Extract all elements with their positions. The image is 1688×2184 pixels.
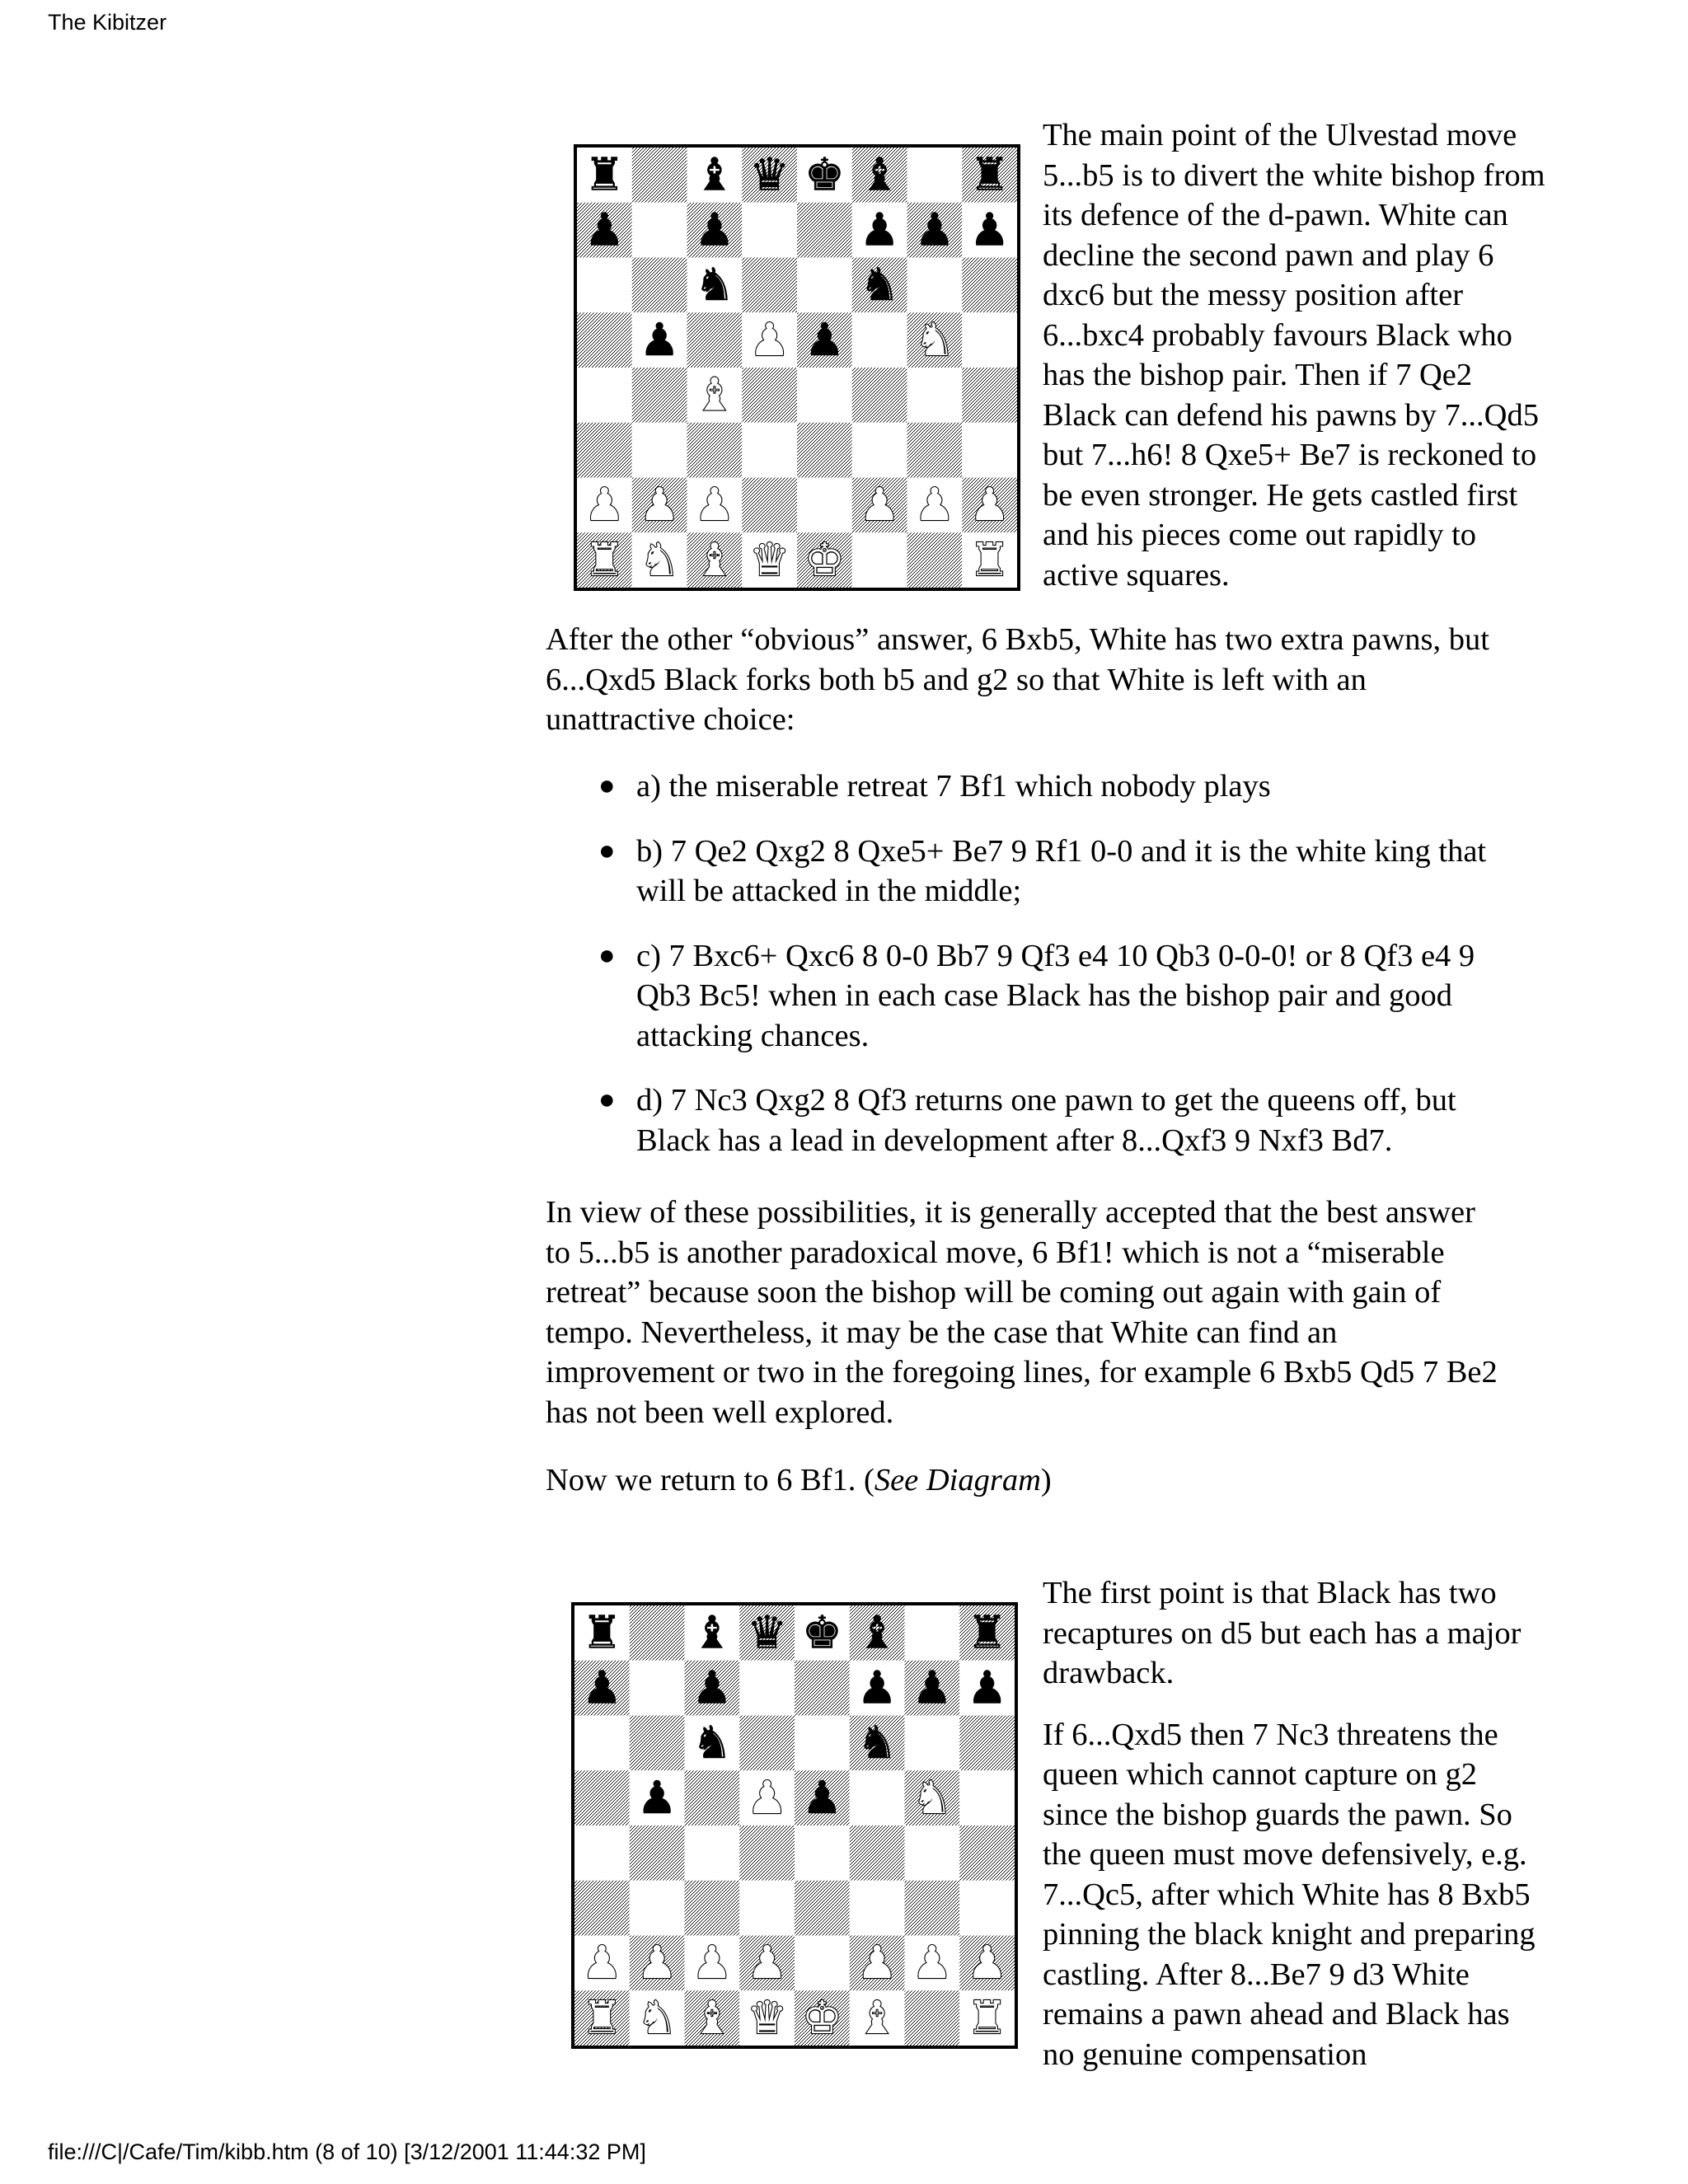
black-pawn-icon: ♟: [912, 1661, 953, 1714]
board-square: [632, 423, 687, 478]
board-square: [687, 312, 743, 368]
board-square: [630, 1825, 685, 1881]
board-square: [962, 368, 1017, 423]
chess-diagram-1: [574, 144, 1020, 591]
black-bishop-icon: ♝: [694, 148, 735, 201]
board-square: [850, 1770, 905, 1825]
text-line: dxc6 but the messy position after: [1043, 278, 1464, 312]
white-pawn-icon: ♟: [581, 1936, 622, 1990]
board-square: [577, 368, 632, 423]
diagram2-caption: [1043, 1573, 1611, 2074]
text-line: unattractive choice:: [546, 702, 795, 737]
board-square: [742, 203, 797, 258]
white-knight-icon: ♞: [636, 1990, 678, 2044]
board-square: [574, 1881, 630, 1936]
board-square: [795, 1825, 850, 1881]
black-pawn-icon: ♟: [859, 203, 900, 256]
text-line: to 5...b5 is another paradoxical move, 6 Bf1! which is not a “miserable: [546, 1235, 1445, 1270]
black-pawn-icon: ♟: [636, 1770, 678, 1824]
white-pawn-icon: ♟: [914, 478, 955, 532]
text-line: Black has a lead in development after 8...Qxf3 9 Nxf3 Bd7.: [636, 1122, 1393, 1158]
board-square: [687, 423, 743, 478]
black-knight-icon: ♞: [692, 1716, 733, 1769]
white-bishop-icon: ♝: [694, 532, 735, 586]
black-rook-icon: ♜: [584, 148, 625, 201]
board-square: [795, 1661, 850, 1716]
black-pawn-icon: ♟: [969, 203, 1010, 256]
text-line: decline the second pawn and play 6: [1043, 237, 1494, 273]
board-square: [907, 258, 963, 313]
board-square: [577, 423, 632, 478]
board-square: [797, 368, 852, 423]
board-square: [959, 1770, 1015, 1825]
board-square: [574, 1716, 630, 1771]
white-queen-icon: ♛: [749, 532, 790, 586]
black-bishop-icon: ♝: [692, 1605, 733, 1659]
black-rook-icon: ♜: [969, 148, 1010, 201]
board-square: [795, 1716, 850, 1771]
text-line: be even stronger. He gets castled first: [1043, 477, 1518, 513]
board-square: [905, 1990, 960, 2046]
white-queen-icon: ♛: [747, 1990, 788, 2044]
text-line: has the bishop pair. Then if 7 Qe2: [1043, 358, 1473, 392]
bullet-icon: ●: [598, 1085, 616, 1115]
text-line: and his pieces come out rapidly to: [1043, 518, 1477, 552]
board-square: [959, 1716, 1015, 1771]
board-square: [907, 148, 963, 203]
text-line: castling. After 8...Be7 9 d3 White: [1043, 1957, 1470, 1992]
text-line: d) 7 Nc3 Qxg2 8 Qf3 returns one pawn to get the queens off, but: [636, 1083, 1456, 1118]
list-item: [546, 936, 1609, 1057]
text-line: c) 7 Bxc6+ Qxc6 8 0-0 Bb7 9 Qf3 e4 10 Qb3 0-0-0! or 8 Qf3 e4 9: [636, 938, 1475, 973]
board-square: [907, 423, 963, 478]
bullet-icon: ●: [598, 835, 616, 866]
white-pawn-icon: ♟: [859, 478, 900, 532]
see-diagram-text: See Diagram: [874, 1463, 1041, 1497]
text-line: drawback.: [1043, 1656, 1175, 1690]
text-line: no genuine compensation: [1043, 2036, 1367, 2072]
board-square: [905, 1881, 960, 1936]
black-pawn-icon: ♟: [584, 203, 625, 256]
board-square: [632, 258, 687, 313]
board-square: [742, 423, 797, 478]
paragraph-qxd5: [1043, 1715, 1611, 2075]
text-line: 5...b5 is to divert the white bishop from: [1043, 157, 1545, 193]
black-pawn-icon: ♟: [694, 203, 735, 256]
black-king-icon: ♚: [801, 1605, 842, 1659]
page-footer-path: file:///C|/Cafe/Tim/kibb.htm (8 of 10) [3/12/2001 11:44:32 PM]: [48, 2139, 646, 2164]
black-pawn-icon: ♟: [967, 1661, 1008, 1714]
board-square: [907, 532, 963, 588]
black-knight-icon: ♞: [694, 258, 735, 312]
text-line: improvement or two in the foregoing lines, for example 6 Bxb5 Qd5 7 Be2: [546, 1355, 1498, 1390]
text-line: remains a pawn ahead and Black has: [1043, 1997, 1510, 2032]
black-queen-icon: ♛: [749, 148, 790, 201]
bullet-icon: ●: [598, 940, 616, 971]
board-square: [905, 1825, 960, 1881]
black-pawn-icon: ♟: [914, 203, 955, 256]
white-pawn-icon: ♟: [747, 1936, 788, 1990]
text-line: will be attacked in the middle;: [636, 874, 1022, 908]
board-square: [630, 1605, 685, 1661]
board-square: [850, 1881, 905, 1936]
board-square: [795, 1881, 850, 1936]
white-pawn-icon: ♟: [967, 1936, 1008, 1990]
chess-board-1: [577, 148, 1017, 588]
white-pawn-icon: ♟: [639, 478, 680, 532]
text-line: attacking chances.: [636, 1018, 870, 1053]
board-square: [577, 258, 632, 313]
board-square: [852, 368, 907, 423]
black-pawn-icon: ♟: [856, 1661, 898, 1714]
text-line: 6...bxc4 probably favours Black who: [1043, 317, 1512, 353]
board-square: [852, 312, 907, 368]
white-rook-icon: ♜: [969, 532, 1010, 586]
board-square: [852, 532, 907, 588]
text-line: tempo. Nevertheless, it may be the case that White can find an: [546, 1315, 1338, 1350]
text-line: retreat” because soon the bishop will be coming out again with gain of: [546, 1275, 1442, 1310]
board-square: [959, 1881, 1015, 1936]
board-square: [962, 312, 1017, 368]
paragraph-obvious-answer: [546, 620, 1609, 740]
text-line: but 7...h6! 8 Qxe5+ Be7 is reckoned to: [1043, 438, 1537, 472]
white-pawn-icon: ♟: [749, 312, 790, 366]
black-rook-icon: ♜: [967, 1605, 1008, 1659]
white-king-icon: ♚: [804, 532, 845, 586]
board-square: [739, 1881, 795, 1936]
list-item: [546, 766, 1609, 807]
black-king-icon: ♚: [804, 148, 845, 201]
chess-diagram-2: [571, 1602, 1018, 2049]
text-line: active squares.: [1043, 557, 1230, 593]
white-rook-icon: ♜: [967, 1990, 1008, 2044]
board-square: [797, 203, 852, 258]
text-line: recaptures on d5 but each has a major: [1043, 1615, 1522, 1651]
board-square: [632, 203, 687, 258]
white-pawn-icon: ♟: [856, 1936, 898, 1990]
board-square: [630, 1881, 685, 1936]
board-square: [742, 478, 797, 533]
board-square: [962, 258, 1017, 313]
black-pawn-icon: ♟: [692, 1661, 733, 1714]
page-header-title: The Kibitzer: [48, 10, 167, 35]
white-knight-icon: ♞: [639, 532, 680, 586]
board-square: [962, 423, 1017, 478]
board-square: [742, 368, 797, 423]
board-square: [907, 368, 963, 423]
chess-board-2: [574, 1605, 1015, 2046]
paragraph-ulvestad: [1043, 115, 1611, 595]
board-square: [574, 1770, 630, 1825]
board-square: [739, 1716, 795, 1771]
text-line: 6...Qxd5 Black forks both b5 and g2 so that White is left with an: [546, 662, 1367, 697]
text-line: the queen must move defensively, e.g.: [1043, 1837, 1527, 1872]
white-pawn-icon: ♟: [692, 1936, 733, 1990]
black-bishop-icon: ♝: [859, 148, 900, 201]
options-list: [546, 766, 1609, 1160]
paragraph-first-point: [1043, 1573, 1611, 1694]
board-square: [795, 1936, 850, 1991]
white-bishop-icon: ♝: [694, 368, 735, 421]
black-knight-icon: ♞: [856, 1716, 898, 1769]
text-line: b) 7 Qe2 Qxg2 8 Qxe5+ Be7 9 Rf1 0-0 and it is the white king that: [636, 833, 1487, 869]
board-square: [905, 1716, 960, 1771]
white-knight-icon: ♞: [912, 1770, 953, 1824]
board-square: [630, 1661, 685, 1716]
diagram1-caption: [1043, 115, 1611, 595]
text-run: ): [1040, 1463, 1052, 1497]
white-bishop-icon: ♝: [692, 1990, 733, 2044]
white-rook-icon: ♜: [584, 532, 625, 586]
text-line: If 6...Qxd5 then 7 Nc3 threatens the: [1043, 1717, 1498, 1752]
board-square: [632, 368, 687, 423]
white-king-icon: ♚: [801, 1990, 842, 2044]
white-knight-icon: ♞: [914, 312, 955, 366]
text-run: Now we return to 6 Bf1. (: [546, 1463, 874, 1497]
board-square: [797, 258, 852, 313]
board-square: [797, 478, 852, 533]
text-line: queen which cannot capture on g2: [1043, 1757, 1478, 1792]
black-bishop-icon: ♝: [856, 1605, 898, 1659]
text-line: pinning the black knight and preparing: [1043, 1917, 1536, 1952]
text-line: After the other “obvious” answer, 6 Bxb5, White has two extra pawns, but: [546, 622, 1489, 657]
black-pawn-icon: ♟: [801, 1770, 842, 1824]
text-line: has not been well explored.: [546, 1394, 894, 1430]
board-square: [632, 148, 687, 203]
white-rook-icon: ♜: [581, 1990, 622, 2044]
black-knight-icon: ♞: [859, 258, 900, 312]
board-square: [742, 258, 797, 313]
white-pawn-icon: ♟: [912, 1936, 953, 1990]
board-square: [577, 312, 632, 368]
board-square: [905, 1605, 960, 1661]
board-square: [739, 1825, 795, 1881]
white-pawn-icon: ♟: [584, 478, 625, 532]
text-line: a) the miserable retreat 7 Bf1 which nobody plays: [636, 769, 1271, 804]
black-pawn-icon: ♟: [804, 312, 845, 366]
board-square: [574, 1825, 630, 1881]
black-pawn-icon: ♟: [639, 312, 680, 366]
board-square: [959, 1825, 1015, 1881]
black-queen-icon: ♛: [747, 1605, 788, 1659]
white-pawn-icon: ♟: [969, 478, 1010, 532]
board-square: [685, 1825, 740, 1881]
text-line: 7...Qc5, after which White has 8 Bxb5: [1043, 1877, 1531, 1912]
board-square: [739, 1661, 795, 1716]
text-line: its defence of the d-pawn. White can: [1043, 198, 1508, 232]
white-pawn-icon: ♟: [747, 1770, 788, 1824]
text-line: Black can defend his pawns by 7...Qd5: [1043, 397, 1539, 433]
board-square: [797, 423, 852, 478]
text-line: since the bishop guards the pawn. So: [1043, 1797, 1512, 1832]
black-rook-icon: ♜: [581, 1605, 622, 1659]
white-bishop-icon: ♝: [856, 1990, 898, 2044]
text-line: The main point of the Ulvestad move: [1043, 118, 1517, 152]
board-square: [852, 423, 907, 478]
paragraph-possibilities: [546, 1193, 1609, 1432]
paragraph-return: [546, 1460, 1609, 1501]
board-square: [630, 1716, 685, 1771]
white-pawn-icon: ♟: [694, 478, 735, 532]
list-item: [546, 1080, 1609, 1160]
black-pawn-icon: ♟: [581, 1661, 622, 1714]
text-line: Qb3 Bc5! when in each case Black has the bishop pair and good: [636, 978, 1453, 1013]
board-square: [685, 1770, 740, 1825]
board-square: [850, 1825, 905, 1881]
board-square: [685, 1881, 740, 1936]
text-line: The first point is that Black has two: [1043, 1576, 1497, 1610]
text-line: In view of these possibilities, it is generally accepted that the best answer: [546, 1195, 1475, 1230]
bullet-icon: ●: [598, 771, 616, 801]
white-pawn-icon: ♟: [636, 1936, 678, 1990]
list-item: [546, 832, 1609, 912]
